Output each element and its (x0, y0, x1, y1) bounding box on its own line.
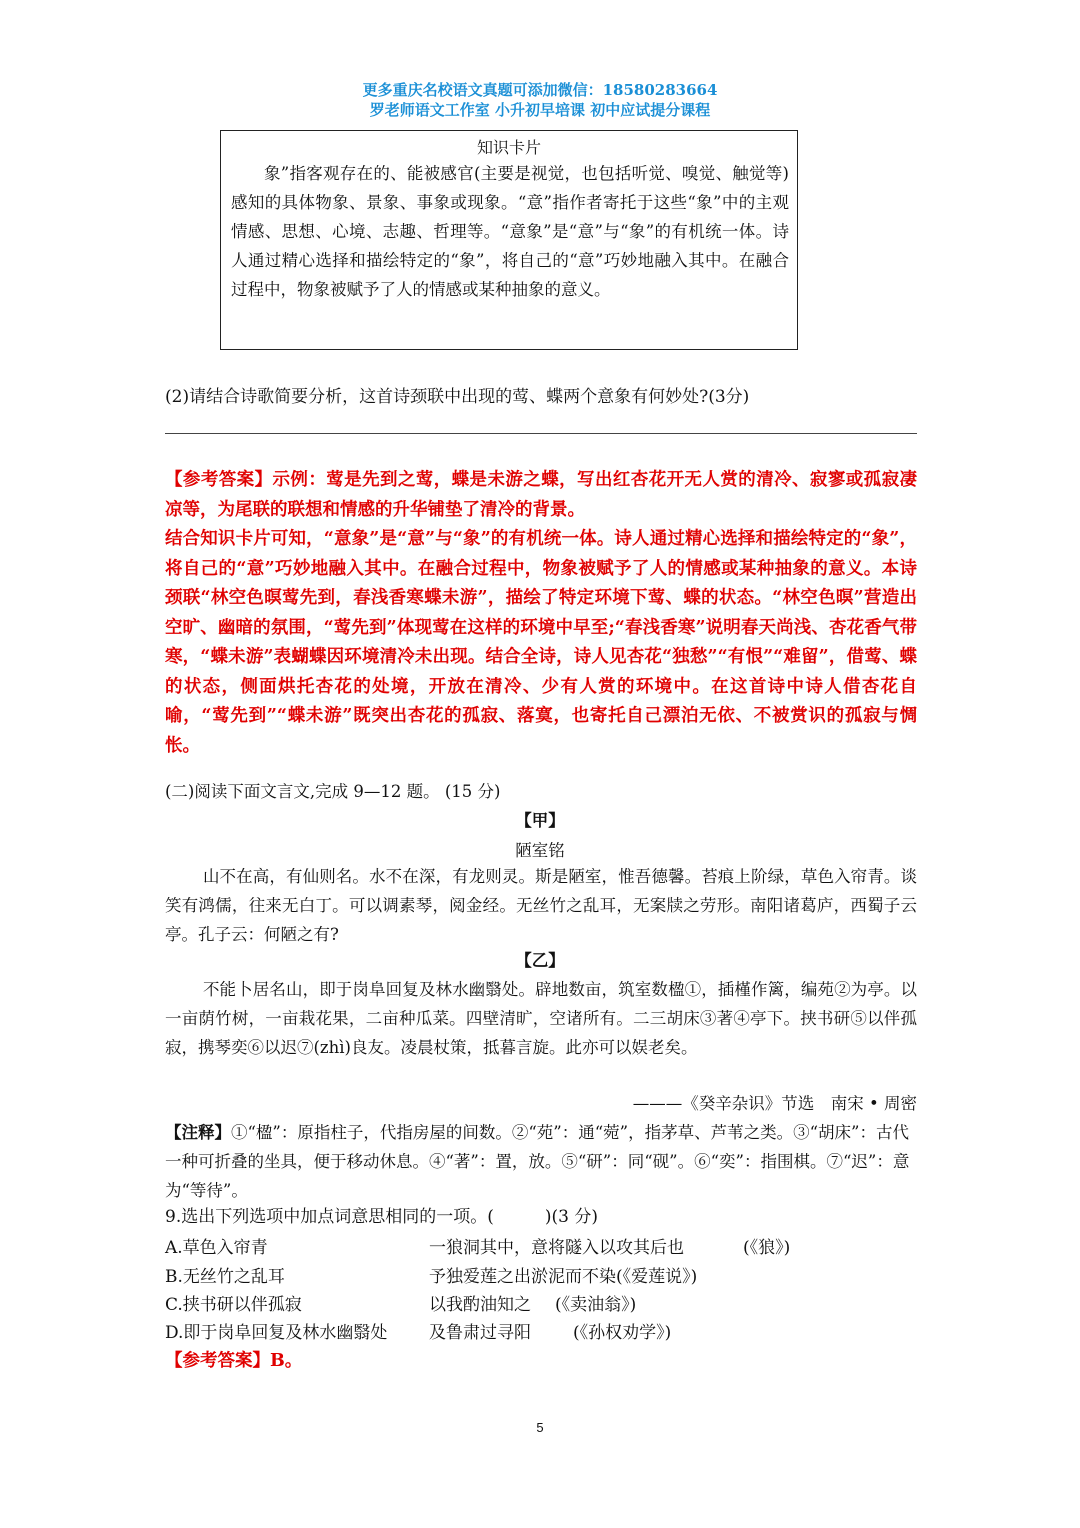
option-b-left: B.无丝竹之乱耳 (165, 1267, 285, 1287)
answer-line (165, 433, 917, 434)
option-d-source: (《孙权劝学》) (573, 1323, 672, 1343)
passage-yi (165, 975, 917, 1062)
option-c-source: (《卖油翁》) (555, 1295, 637, 1315)
option-d (165, 1318, 917, 1346)
answer-tag: 【参考答案】 (165, 470, 273, 490)
option-c-left: C.挟书研以伴孤寂 (165, 1295, 302, 1315)
question-2: (2)请结合诗歌简要分析，这首诗颈联中出现的莺、蝶两个意象有何妙处?(3分) (165, 387, 750, 407)
notes-text: ①“楹”：原指柱子，代指房屋的间数。②“苑”：通“菀”，指茅草、芦苇之类。③“胡床”：古代一种可折叠的坐具，便于移动休息。④“著”：置，放。⑤“研”：同“砚”。⑥“奕”：指围棋。⑦“迟”：意为“等待”。 (165, 1123, 910, 1200)
reference-answer-1 (165, 466, 917, 761)
passage-jia-title: 陋室铭 (515, 841, 565, 860)
answer-9-value: B。 (270, 1351, 303, 1371)
knowledge-card-body: 象”指客观存在的、能被感官(主要是视觉，也包括听觉、嗅觉、触觉等)感知的具体物象、景象、事象或现象。“意”指作者寄托于这些“象”中的主观情感、思想、心境、志趣、哲理等。“意象”是“意”与“象”的有机统一体。诗人通过精心选择和描绘特定的“象”，将自己的“意”巧妙地融入其中。在融合过程中，物象被赋予了人的情感或某种抽象的意义。 (231, 164, 789, 299)
passage-yi-text: 不能卜居名山，即于岗阜回复及林水幽翳处。辟地数亩，筑室数楹①，插槿作篱，编苑②为亭。以一亩荫竹树，一亩栽花果，二亩种瓜菜。四壁清旷，空诸所有。二三胡床③著④亭下。挟书研⑤以伴孤寂，携琴奕⑥以迟⑦(zhì)良友。凌晨杖策，抵暮言旋。此亦可以娱老矣。 (165, 980, 917, 1057)
option-c-right: 以我酌油知之 (429, 1295, 531, 1315)
header-wechat-line: 更多重庆名校语文真题可添加微信：18580283664 (362, 81, 718, 99)
option-a-right: 一狼洞其中，意将隧入以攻其后也 (429, 1238, 684, 1258)
header-course-line: 罗老师语文工作室 小升初早培课 初中应试提分课程 (369, 101, 711, 119)
knowledge-card-title: 知识卡片 (476, 138, 541, 157)
option-b (165, 1262, 917, 1290)
notes-tag: 【注释】 (165, 1123, 231, 1142)
question-9: 9.选出下列选项中加点词意思相同的一项。( )(3 分) (165, 1207, 598, 1227)
answer-example: 示例：莺是先到之莺，蝶是未游之蝶，写出红杏花开无人赏的清冷、寂寥或孤寂凄凉等，为尾联的联想和情感的升华铺垫了清冷的背景。 (165, 470, 918, 520)
notes (165, 1118, 917, 1205)
option-d-right: 及鲁肃过寻阳 (429, 1323, 531, 1343)
passage-yi-tag: 【乙】 (515, 951, 565, 970)
knowledge-card (220, 130, 798, 350)
passage-jia-text: 山不在高，有仙则名。水不在深，有龙则灵。斯是陋室，惟吾德馨。苔痕上阶绿，草色入帘青。谈笑有鸿儒，往来无白丁。可以调素琴，阅金经。无丝竹之乱耳，无案牍之劳形。南阳诸葛庐，西蜀子云亭。孔子云：何陋之有? (165, 867, 917, 944)
answer-9-tag: 【参考答案】 (165, 1351, 270, 1371)
passage-source: ———《癸辛杂识》节选 南宋 • 周密 (632, 1094, 917, 1113)
option-c (165, 1290, 917, 1318)
answer-analysis: 结合知识卡片可知，“意象”是“意”与“象”的有机统一体。诗人通过精心选择和描绘特定的“象”，将自己的“意”巧妙地融入其中。在融合过程中，物象被赋予了人的情感或某种抽象的意义。本诗颈联“林空色暝莺先到，春浅香寒蝶未游”，描绘了特定环境下莺、蝶的状态。“林空色暝”营造出空旷、幽暗的氛围，“莺先到”体现莺在这样的环境中早至;“春浅香寒”说明春天尚浅、杏花香气带寒，“蝶未游”表蝴蝶因环境清冷未出现。结合全诗，诗人见杏花“独愁”“有恨”“难留”，借莺、蝶的状态，侧面烘托杏花的处境，开放在清冷、少有人赏的环境中。在这首诗中诗人借杏花自喻，“莺先到”“蝶未游”既突出杏花的孤寂、落寞，也寄托自己漂泊无依、不被赏识的孤寂与惆怅。 (165, 529, 917, 756)
reference-answer-9 (165, 1348, 917, 1374)
option-d-left: D.即于岗阜回复及林水幽翳处 (165, 1323, 388, 1343)
page-number: 5 (536, 1420, 544, 1435)
option-a (165, 1233, 917, 1261)
passage-jia-tag: 【甲】 (515, 811, 565, 830)
passage-jia (165, 862, 917, 949)
option-b-right: 予独爱莲之出淤泥而不染(《爱莲说》) (429, 1267, 698, 1287)
option-a-left: A.草色入帘青 (165, 1238, 268, 1258)
option-a-source: (《狼》) (743, 1238, 791, 1258)
section-2-intro: (二)阅读下面文言文,完成 9—12 题。 (15 分) (165, 782, 501, 801)
